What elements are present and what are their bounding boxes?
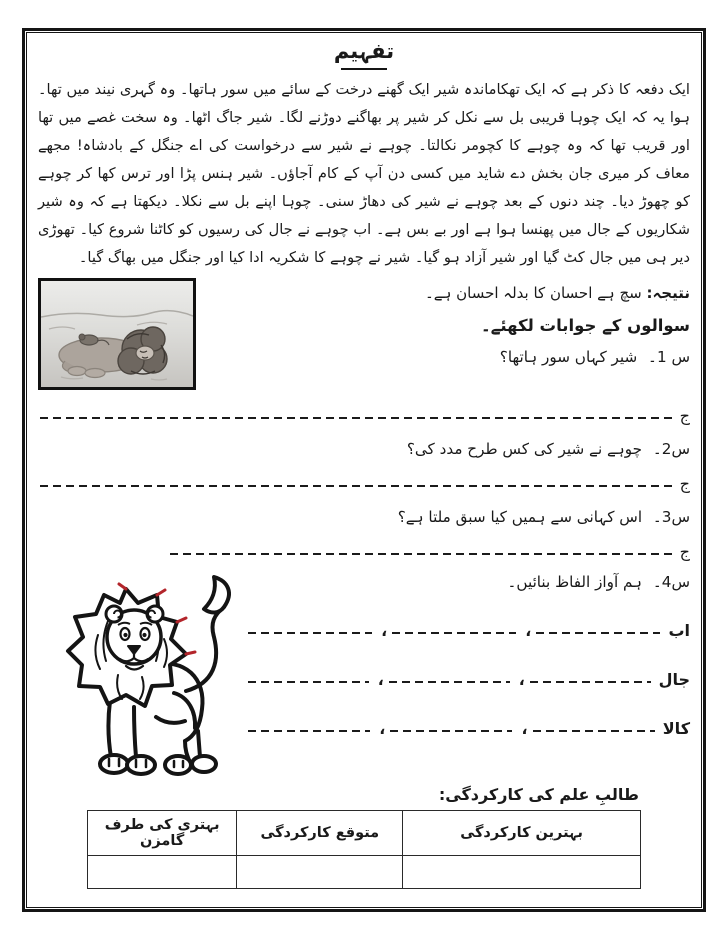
word-row-kala [244,719,690,738]
blank-line [248,681,369,683]
question-2 [38,440,690,458]
question-4-number: س4۔ [652,573,690,592]
question-2-number: س2۔ [652,440,690,459]
answer-1-label: ج [679,406,690,426]
word-kala: کالا [662,719,690,739]
story-paragraph: ایک دفعہ کا ذکر ہے کہ ایک تھکاماندہ شیر ایک گھنے درخت کے سائے میں سور ہاتھا۔ وہ گہری نیند میں تھا۔ ہوا یہ کہ ایک چوہا قریبی بل سے نکل کر شیر پر بھاگنے دوڑنے لگا۔ شیر جاگ اٹھا۔ وہ سخت غصے میں تھا اور قریب تھا کہ وہ چوہے کا کچومر نکالتا۔ چوہے نے شیر سے درخواست کی اے جنگل کے بادشاہ! مجھے معاف کر میری جان بخش دے شاید میں کسی دن آپ کے کام آجاؤں۔ شیر ہنس پڑا اور ترس کھا کر چوہے کو چھوڑ دیا۔ چند دنوں کے بعد چوہے نے شیر کی دھاڑ سنی۔ چوہا اپنے بل سے نکلا۔ دیکھتا ہے کہ وہ شیر شکاریوں کے جال میں پھنسا ہوا ہے اور بے بس ہے۔ اب چوہے نے جال کی رسیوں کو کاٹنا شروع کیا۔ تھوڑی دیر ہی میں جال کٹ گیا اور شیر آزاد ہو گیا۔ شیر نے چوہے کا شکریہ ادا کیا اور جنگل میں بھاگ گیا۔ [38,81,690,267]
question-4-zone [38,565,690,777]
question-4-column [244,565,690,738]
header-expected-performance: متوقع کارکردگی [237,811,403,856]
answer-line-1 [38,406,690,425]
title-underline [341,68,387,70]
separator: ، [518,670,525,690]
question-2-text: چوہے نے شیر کی کس طرح مدد کی؟ [406,440,643,459]
separator: ، [377,670,384,690]
separator: ، [379,719,386,739]
header-moving-toward-improvement: بہتری کی طرف گامزن [88,811,237,856]
blank-line [248,632,372,634]
empty-cell [403,856,641,889]
answer-line-3 [168,542,690,561]
blank-line [392,632,516,634]
cartoon-lion-line-art [38,565,238,777]
answer-2-dashed-line [40,485,673,487]
answer-2-label: ج [679,474,690,494]
question-3 [38,508,690,526]
word-jaal: جال [658,670,690,690]
blank-line [390,730,512,732]
sleeping-lion-sketch-image [38,278,196,390]
moral-line [210,284,690,302]
question-4 [244,573,690,591]
page-border [22,28,706,912]
answer-3-dashed-line [170,553,673,555]
performance-table [87,810,641,889]
moral-and-heading [210,278,690,366]
word-row-jaal [244,670,690,689]
answer-1-dashed-line [40,417,673,419]
sleeping-lion-sketch [41,281,193,387]
answer-line-2 [38,474,690,493]
questions-heading: سوالوں کے جوابات لکھئے۔ [481,316,690,336]
question-3-text: اس کہانی سے ہمیں کیا سبق ملتا ہے؟ [397,508,643,527]
blank-line [533,730,655,732]
separator: ، [521,719,528,739]
question-4-text: ہم آواز الفاظ بنائیں۔ [507,573,643,592]
word-row-ab [244,621,690,640]
header-best-performance: بہترین کارکردگی [403,811,641,856]
blank-line [248,730,370,732]
blank-line [389,681,510,683]
page-content [26,32,702,908]
performance-heading: طالبِ علم کی کارکردگی: [438,785,639,805]
empty-cell [237,856,403,889]
separator: ، [525,621,532,641]
word-ab: اب [668,621,690,641]
question-1-number: س 1۔ [648,348,690,367]
story-illustration-row [38,278,690,390]
question-1-text: شیر کہاں سور ہاتھا؟ [499,348,638,367]
empty-cell [88,856,237,889]
performance-table-empty-row [88,856,641,889]
moral-text: سچ ہے احسان کا بدلہ احسان ہے۔ [424,284,642,303]
question-3-number: س3۔ [652,508,690,527]
performance-table-header-row [88,811,641,856]
moral-label: نتیجہ: [646,284,690,303]
title-block [38,39,690,74]
answer-3-label: ج [679,542,690,562]
blank-line [536,632,660,634]
performance-section [87,785,641,889]
blank-line [530,681,651,683]
question-1 [210,348,690,366]
cartoon-lion-image [38,565,244,777]
separator: ، [381,621,388,641]
page-title: تفہیم [333,39,395,63]
